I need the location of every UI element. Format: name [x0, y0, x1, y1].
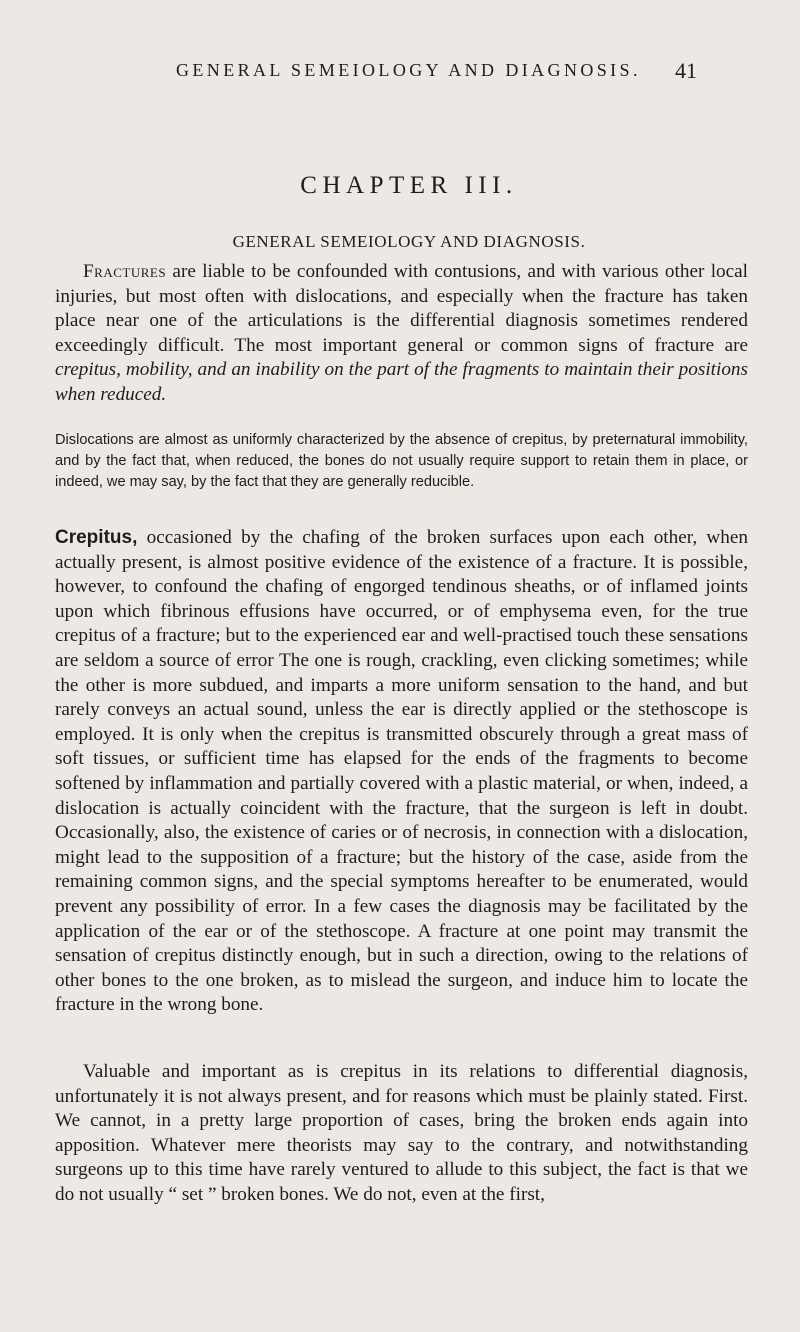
paragraph-lead-fractures: Fractures: [83, 261, 167, 282]
paragraph-text: are liable to be confounded with contusions, and with various other local injuries, but most often with dislocations, and especially when the fracture has taken place near one of the articulations is the differential diagnosis sometimes rendered exceedingly difficult. The most important general or common signs of fracture are: [55, 261, 748, 356]
paragraph-fractures: [55, 260, 748, 408]
page-number: 41: [675, 58, 697, 83]
section-title: GENERAL SEMEIOLOGY AND DIAGNOSIS.: [232, 232, 586, 251]
signs-of-fracture: crepitus, mobility, and an inability on the part of the fragments to maintain their positions when reduced.: [55, 359, 748, 405]
paragraph-text: occasioned by the chafing of the broken surfaces upon each other, when actually present, is almost positive evidence of the existence of a fracture. It is possible, however, to confound the chafing of engorged tendinous sheaths, or of inflamed joints upon which fibrinous effusions have occurred, or of emphysema even, for the true crepitus of a fracture; but to the experienced ear and well-practised touch these sensations are seldom a source of error The one is rough, crackling, even clicking sometimes; while the other is more subdued, and imparts a more uniform sensation to the hand, and but rarely conveys an actual sound, unless the ear is directly applied or the stethoscope is employed. It is only when the crepitus is transmitted obscurely through a great mass of soft tissues, or sufficient time has elapsed for the ends of the fragments to become softened by inflammation and partially covered with a plastic material, or when, indeed, a dislocation is actually coincident with the fracture, that the surgeon is left in doubt. Occasionally, also, the existence of caries or of necrosis, in connection with a dislocation, might lead to the supposition of a fracture; but the history of the case, aside from the remaining common signs, and the special symptoms hereafter to be enumerated, would prevent any possibility of error. In a few cases the diagnosis may be facilitated by the application of the ear or of the stethoscope. A fracture at one point may transmit the sensation of crepitus distinctly enough, but in such a direction, owing to the relations of other bones to the one broken, as to mislead the surgeon, and induce him to locate the fracture in the wrong bone.: [55, 527, 748, 1016]
running-head: [0, 60, 800, 90]
running-head-title: GENERAL SEMEIOLOGY AND DIAGNOSIS.: [176, 60, 641, 80]
paragraph-crepitus: [55, 526, 748, 1018]
chapter-title: CHAPTER III.: [300, 172, 518, 199]
paragraph-valuable: Valuable and important as is crepitus in its relations to differential diagnosis, unfortunately it is not always present, and for reasons which must be plainly stated. First. We cannot, in a pretty large proportion of cases, bring the broken ends again into apposition. Whatever mere theorists may say to the contrary, and notwithstanding surgeons up to this time have rarely ventured to allude to this subject, the fact is that we do not usually “ set ” broken bones. We do not, even at the first,: [55, 1061, 748, 1205]
note-dislocations: Dislocations are almost as uniformly characterized by the absence of crepitus, by preternatural immobility, and by the fact that, when reduced, the bones do not usually require support to retain them in place, or indeed, we may say, by the fact that they are generally reducible.: [55, 432, 748, 490]
paragraph-lead-crepitus: Crepitus,: [55, 527, 138, 548]
